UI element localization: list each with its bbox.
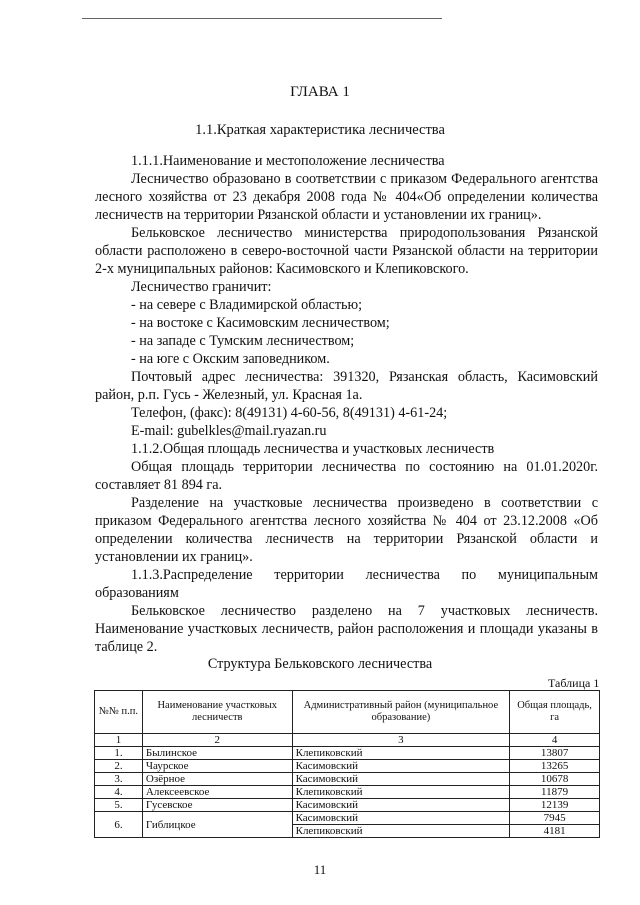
paragraph-subsection-2: 1.1.2.Общая площадь лесничества и участковых лесничеств [131, 441, 495, 457]
row-area: 13265 [510, 760, 600, 773]
border-south: - на юге с Окским заповедником. [131, 351, 330, 367]
header-name: Наименование участковых лесничеств [142, 691, 292, 734]
paragraph-subsection-3: 1.1.3.Распределение территории лесничества по муниципальным образованиям [95, 567, 598, 601]
page-number: 11 [313, 862, 327, 877]
row-number: 4. [95, 786, 143, 799]
paragraph-phone: Телефон, (факс): 8(49131) 4-60-56, 8(49131) 4-61-24; [131, 405, 448, 421]
table-row [95, 786, 600, 799]
row-district: Клепиковский [292, 825, 510, 838]
paragraph-borders-intro: Лесничество граничит: [131, 279, 272, 295]
section-title: 1.1.Краткая характеристика лесничества [195, 122, 445, 138]
row-name: Гусевское [142, 799, 292, 812]
border-west: - на западе с Тумским лесничеством; [131, 333, 355, 349]
chapter-title: ГЛАВА 1 [290, 84, 350, 100]
colnum-3: 3 [292, 734, 510, 747]
row-number: 5. [95, 799, 143, 812]
row-district: Клепиковский [292, 786, 510, 799]
paragraph-email: E-mail: gubelkles@mail.ryazan.ru [131, 423, 327, 439]
row-name: Алексеевское [142, 786, 292, 799]
header-number: №№ п.п. [95, 691, 143, 734]
row-district: Касимовский [292, 812, 510, 825]
header-area: Общая площадь, га [510, 691, 600, 734]
colnum-4: 4 [510, 734, 600, 747]
row-district: Касимовский [292, 760, 510, 773]
table-row [95, 760, 600, 773]
row-area: 12139 [510, 799, 600, 812]
paragraph-structure: Бельковское лесничество разделено на 7 участковых лесничеств. Наименование участковых лесничеств, район расположения и площади указаны в таблице 2. [95, 603, 598, 655]
paragraph-total-area: Общая площадь территории лесничества по состоянию на 01.01.2020г. составляет 81 894 га. [95, 459, 598, 493]
table-label: Таблица 1 [548, 676, 600, 690]
table-column-numbers [95, 734, 600, 747]
row-district: Касимовский [292, 773, 510, 786]
paragraph-location: Бельковское лесничество министерства природопользования Рязанской области расположено в северо-восточной части Рязанской области на территории 2-х муниципальных районов: Касимовского и Клепиковского. [95, 225, 598, 277]
table-row [95, 773, 600, 786]
row-name: Озёрное [142, 773, 292, 786]
row-number: 3. [95, 773, 143, 786]
header-district: Административный район (муниципальное образование) [292, 691, 510, 734]
table-header-row [95, 691, 600, 734]
border-north: - на севере с Владимирской областью; [131, 297, 363, 313]
paragraph-founding: Лесничество образовано в соответствии с приказом Федерального агентства лесного хозяйства от 23 декабря 2008 года № 404«Об определении количества лесничеств на территории Рязанской области и установлении их границ». [95, 171, 598, 223]
table-caption: Структура Бельковского лесничества [207, 656, 433, 672]
table-row [95, 747, 600, 760]
row-district: Касимовский [292, 799, 510, 812]
border-east: - на востоке с Касимовским лесничеством; [131, 315, 390, 331]
row-name: Былинское [142, 747, 292, 760]
row-number: 2. [95, 760, 143, 773]
row-area: 11879 [510, 786, 600, 799]
table-row [95, 812, 600, 825]
forestry-structure-table [94, 690, 600, 838]
row-area: 13807 [510, 747, 600, 760]
row-area: 7945 [510, 812, 600, 825]
row-number: 1. [95, 747, 143, 760]
body-text [95, 152, 598, 656]
row-name: Чаурское [142, 760, 292, 773]
paragraph-subsection-1: 1.1.1.Наименование и местоположение лесничества [131, 153, 445, 169]
row-district: Клепиковский [292, 747, 510, 760]
table-row [95, 799, 600, 812]
row-area: 4181 [510, 825, 600, 838]
paragraph-division: Разделение на участковые лесничества произведено в соответствии с приказом Федерального агентства лесного хозяйства № 404 от 23.12.2008 «Об определении количества лесничеств на территории Рязанской области и установлении их границ». [95, 495, 598, 565]
top-rule [82, 18, 442, 19]
colnum-1: 1 [95, 734, 143, 747]
row-name: Гиблицкое [142, 812, 292, 838]
colnum-2: 2 [142, 734, 292, 747]
paragraph-address: Почтовый адрес лесничества: 391320, Рязанская область, Касимовский район, р.п. Гусь - Железный, ул. Красная 1а. [95, 369, 598, 403]
row-area: 10678 [510, 773, 600, 786]
row-number: 6. [95, 812, 143, 838]
